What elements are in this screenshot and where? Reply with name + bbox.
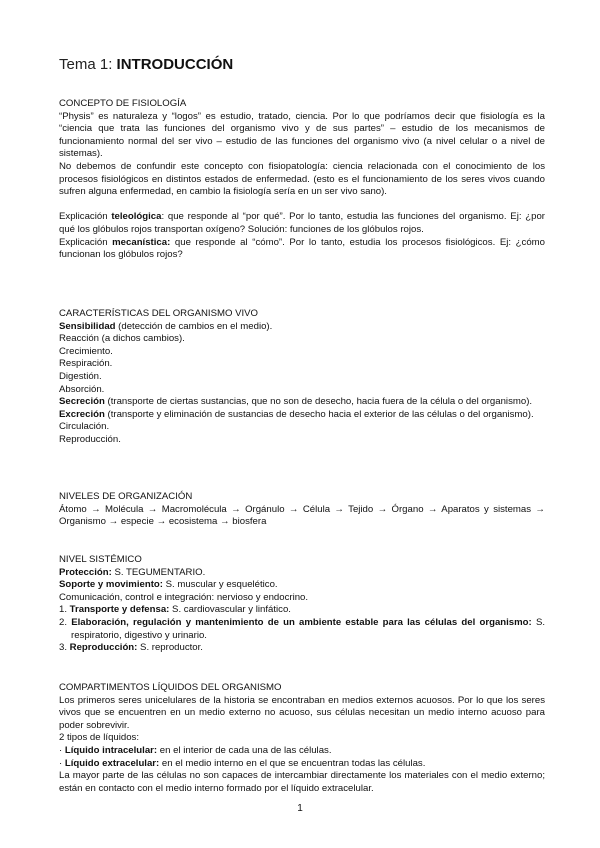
paragraph: Los primeros seres unicelulares de la historia se encontraban en medios externos acuosos. Por lo que los seres vivos que se encuentren en un medio externo no acuoso, sus células necesitan un medio interno acuoso para poder sobrevivir. [59, 694, 545, 731]
list-item: Comunicación, control e integración: nervioso y endocrino. [59, 591, 309, 603]
paragraph: 2 tipos de líquidos: [59, 732, 140, 744]
list-item: Reproducción. [59, 433, 121, 445]
list-item: · Líquido extracelular: en el medio interno en el que se encuentran todas las células. [59, 757, 426, 769]
page-title [59, 56, 233, 73]
page-number: 1 [297, 803, 303, 814]
paragraph: Explicación mecanística: que responde al “cómo”. Por lo tanto, estudia los procesos fisiológicos. Ej: ¿cómo funcionan los glóbulos rojos? [59, 236, 545, 261]
list-item: Crecimiento. [59, 345, 113, 357]
section-nivel-sistemico [59, 554, 545, 655]
list-item: Excreción (transporte y eliminación de sustancias de desecho hacia el exterior de las células o del organismo). [59, 408, 534, 420]
section-heading: NIVEL SISTÉMICO [59, 554, 142, 565]
section-caracteristicas [59, 308, 545, 447]
paragraph: La mayor parte de las células no son capaces de intercambiar directamente los materiales con el medio externo; están en contacto con el medio interno formado por el líquido extracelular. [59, 770, 545, 794]
list-item: Absorción. [59, 383, 105, 395]
paragraph: “Physis” es naturaleza y “logos” es estudio, tratado, ciencia. Por lo que podríamos decir que fisiología es la “ciencia que trata las funciones del organismo vivo y de sus partes” – estudio de los mecanismos de funcionamiento normal del ser vivo – estudio de las funciones del organismo vivo (a nivel celular o a nivel de sistemas). [59, 110, 545, 160]
section-heading: CONCEPTO DE FISIOLOGÍA [59, 98, 187, 109]
section-compartimentos [59, 682, 545, 795]
paragraph: No debemos de confundir este concepto con fisiopatología: ciencia relacionada con el conocimiento de los procesos fisiológicos en distintos estados de enfermedad. (esto es el funcionamiento de los seres vivos cuando sufren alguna enfermedad, en cambio la fisiología sería en un ser vivo sano). [59, 160, 545, 198]
list-item: Protección: S. TEGUMENTARIO. [59, 566, 206, 578]
list-item: · Líquido intracelular: en el interior de cada una de las células. [59, 744, 332, 756]
section-heading: CARACTERÍSTICAS DEL ORGANISMO VIVO [59, 308, 259, 319]
title-main: INTRODUCCIÓN [116, 56, 234, 73]
list-item: Digestión. [59, 370, 102, 382]
numbered-item: 2. Elaboración, regulación y mantenimiento de un ambiente estable para las células del organismo: S. respiratorio, digestivo y urinario. [59, 616, 546, 641]
section-concepto-fisiologia [59, 98, 545, 262]
section-niveles [59, 491, 545, 529]
list-item: Secreción (transporte de ciertas sustancias, que no son de desecho, hacia fuera de la célula o del organismo). [59, 396, 533, 408]
list-item: Circulación. [59, 421, 110, 433]
list-item: Reacción (a dichos cambios). [59, 333, 185, 345]
paragraph: Explicación teleológica: que responde al “por qué”. Por lo tanto, estudia las funciones del organismo. Ej: ¿por qué los glóbulos rojos transportan oxígeno? Solución: funciones de los glóbulos rojos. [59, 211, 545, 235]
section-heading: NIVELES DE ORGANIZACIÓN [59, 491, 193, 502]
title-prefix: Tema 1: [59, 56, 117, 73]
list-item: Soporte y movimiento: S. muscular y esquelético. [59, 579, 278, 591]
list-item: Sensibilidad (detección de cambios en el medio). [59, 320, 273, 332]
list-item: Respiración. [59, 358, 113, 370]
paragraph: Átomo → Molécula → Macromolécula → Orgánulo → Célula → Tejido → Órgano → Aparatos y sistemas → Organismo → especie → ecosistema → biosfera [59, 503, 545, 528]
numbered-item: 1. Transporte y defensa: S. cardiovascular y linfático. [59, 604, 291, 616]
section-heading: COMPARTIMENTOS LÍQUIDOS DEL ORGANISMO [59, 682, 282, 693]
numbered-item: 3. Reproducción: S. reproductor. [59, 642, 203, 654]
